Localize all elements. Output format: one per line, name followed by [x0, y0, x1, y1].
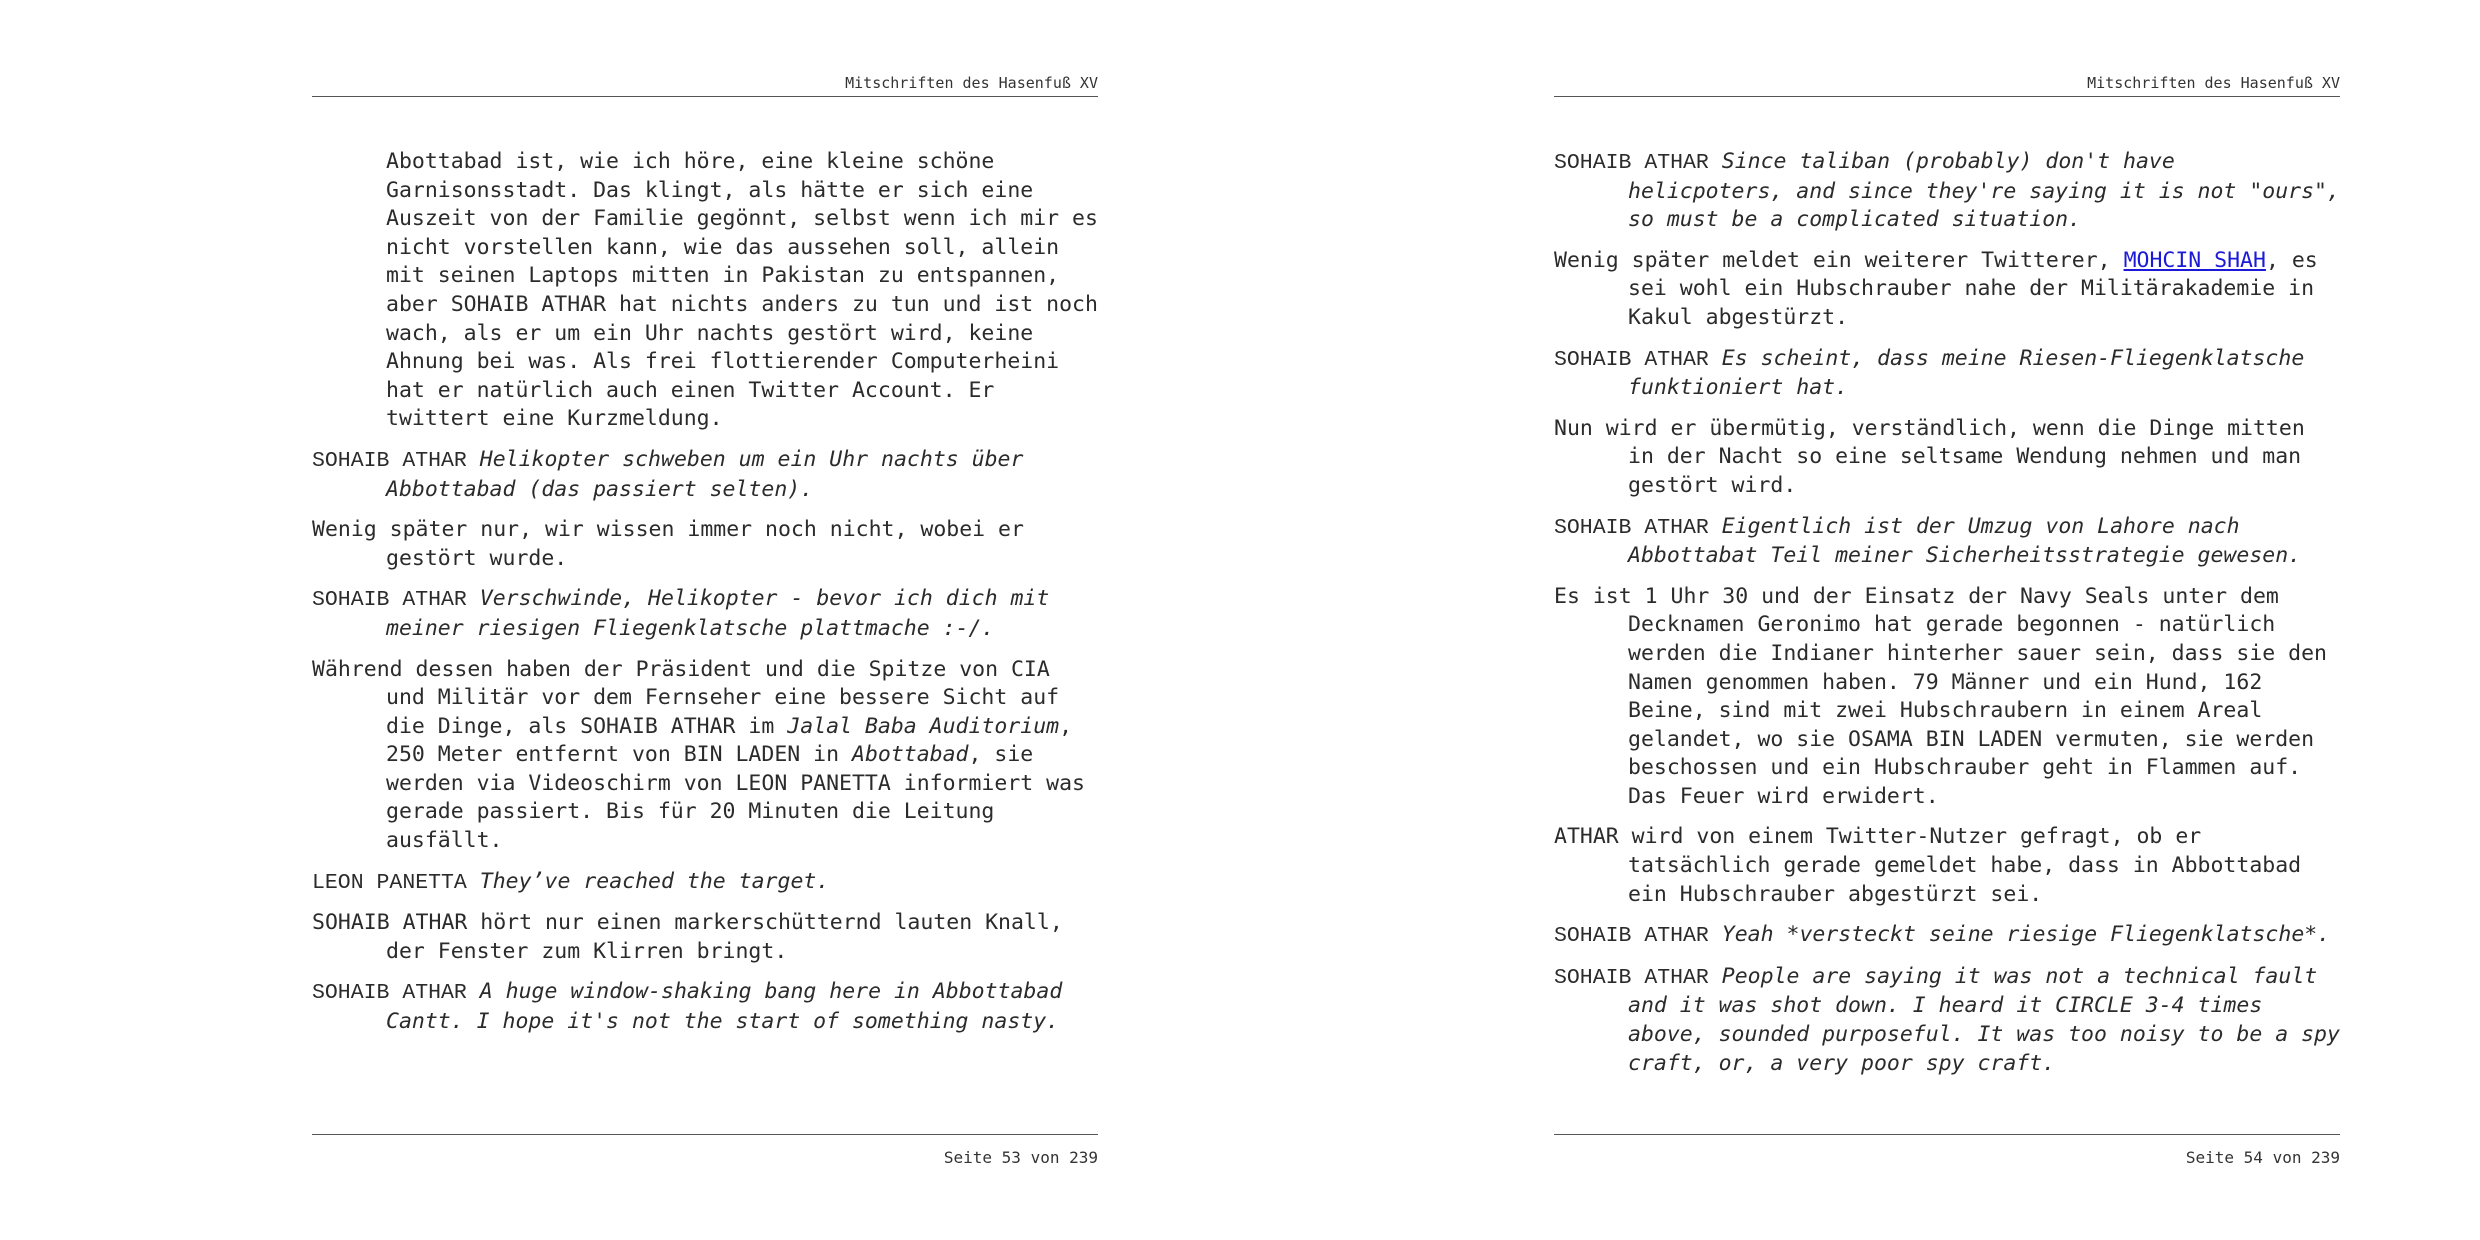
paragraph-text: , sie werden via Videoschirm von LEON PANETTA informiert was gerade passiert. Bis für 20 Minuten die Leitung ausfällt.: [386, 742, 1085, 854]
dialogue-paragraph: [1554, 345, 2340, 403]
paragraph-text: Wenig später meldet ein weiterer Twitterer,: [1554, 247, 2111, 273]
paragraph-text: , es sei wohl ein Hubschrauber nahe der Militärakademie in Kakul abgestürzt.: [1628, 247, 2318, 330]
page-number: Seite 53 von 239: [943, 1148, 1098, 1167]
paragraph-text: , 250 Meter entfernt von BIN LADEN in: [386, 713, 1073, 768]
speaker-name: SOHAIB ATHAR: [1554, 924, 1709, 949]
dialogue-paragraph: [1554, 963, 2340, 1078]
speaker-name: SOHAIB ATHAR: [312, 981, 467, 1006]
speaker-name: SOHAIB ATHAR: [1554, 515, 1709, 540]
place-name: Abottabad: [852, 742, 969, 768]
running-head: Mitschriften des Hasenfuß XV: [2087, 74, 2340, 92]
speech-text: Eigentlich ist der Umzug von Lahore nach Abbottabat Teil meiner Sicherheitsstrategie gewesen.: [1628, 513, 2302, 569]
paragraph: [312, 909, 1098, 966]
paragraph-text: Wenig später nur, wir wissen immer noch nicht, wobei er gestört wurde.: [312, 517, 1024, 571]
left-page: [312, 0, 1098, 1240]
paragraph-text: SOHAIB ATHAR hört nur einen markerschütternd lauten Knall, der Fenster zum Klirren bringt.: [312, 910, 1063, 964]
paragraph: [312, 148, 1098, 434]
paragraph: [1554, 583, 2340, 812]
speech-text: They’ve reached the target.: [479, 868, 830, 894]
footer-rule: [312, 1134, 1098, 1135]
speaker-name: SOHAIB ATHAR: [312, 588, 467, 613]
speech-text: People are saying it was not a technical fault and it was shot down. I heard it CIRCLE 3-4 times above, sounded purposeful. It was too noisy to be a spy craft, or, a very poor spy craft.: [1628, 963, 2340, 1076]
page-body: [1554, 148, 2340, 1090]
speech-text: Helikopter schweben um ein Uhr nachts über Abbottabad (das passiert selten).: [386, 446, 1024, 502]
speech-text: Yeah *versteckt seine riesige Fliegenklatsche*.: [1721, 922, 2331, 948]
paragraph-text: Abottabad ist, wie ich höre, eine kleine schöne Garnisonsstadt. Das klingt, als hätte er sich eine Auszeit von der Familie gegönnt, selbst wenn ich mir es nicht vorstellen kann, wie das aussehen soll, allein mit seinen Laptops mitten in Pakistan zu entspannen, aber SOHAIB ATHAR hat nichts anders zu tun und ist noch wach, als er um ein Uhr nachts gestört wird, keine Ahnung bei was. Als frei flottierender Computerheini hat er natürlich auch einen Twitter Account. Er twittert eine Kurzmeldung.: [386, 149, 1098, 432]
dialogue-paragraph: [1554, 148, 2340, 235]
dialogue-paragraph: [312, 978, 1098, 1036]
paragraph: [312, 516, 1098, 573]
page-body: [312, 148, 1098, 1049]
speaker-name: LEON PANETTA: [312, 870, 467, 895]
header-rule: [312, 96, 1098, 97]
paragraph-text: Es ist 1 Uhr 30 und der Einsatz der Navy Seals unter dem Decknamen Geronimo hat gerade begonnen - natürlich werden die Indianer hinterher sauer sein, dass sie den Namen genommen haben. 79 Männer und ein Hund, 162 Beine, sind mit zwei Hubschraubern in einem Areal gelandet, wo sie OSAMA BIN LADEN vermuten, sie werden beschossen und ein Hubschrauber geht in Flammen auf. Das Feuer wird erwidert.: [1554, 583, 2327, 809]
right-page: [1554, 0, 2340, 1240]
dialogue-paragraph: [1554, 921, 2340, 951]
paragraph: [1554, 247, 2340, 333]
twitter-user-link[interactable]: MOHCIN SHAH: [2123, 247, 2266, 273]
speech-text: Since taliban (probably) don't have helicpoters, and since they're saying it is not "ours", so must be a complicated situation.: [1628, 149, 2340, 233]
place-name: Jalal Baba Auditorium: [787, 713, 1060, 739]
speaker-name: SOHAIB ATHAR: [1554, 151, 1709, 175]
paragraph: [1554, 415, 2340, 501]
paragraph-text: Nun wird er übermütig, verständlich, wenn die Dinge mitten in der Nacht so eine seltsame Wendung nehmen und man gestört wird.: [1554, 415, 2305, 498]
dialogue-paragraph: [1554, 513, 2340, 571]
speaker-name: SOHAIB ATHAR: [312, 448, 467, 473]
running-head: Mitschriften des Hasenfuß XV: [845, 74, 1098, 92]
page-number: Seite 54 von 239: [2185, 1148, 2340, 1167]
paragraph: [312, 656, 1098, 856]
speech-text: A huge window-shaking bang here in Abbottabad Cantt. I hope it's not the start of something nasty.: [386, 979, 1063, 1035]
paragraph-text: ATHAR wird von einem Twitter-Nutzer gefragt, ob er tatsächlich gerade gemeldet habe, dass in Abbottabad ein Hubschrauber abgestürzt sei.: [1554, 824, 2302, 907]
speech-text: Verschwinde, Helikopter - bevor ich dich mit meiner riesigen Fliegenklatsche plattmache :-/.: [386, 586, 1050, 641]
dialogue-paragraph: [312, 868, 1098, 898]
footer-rule: [1554, 1134, 2340, 1135]
paragraph: [1554, 823, 2340, 909]
header-rule: [1554, 96, 2340, 97]
dialogue-paragraph: [312, 446, 1098, 504]
dialogue-paragraph: [312, 585, 1098, 643]
speaker-name: SOHAIB ATHAR: [1554, 965, 1709, 990]
speech-text: Es scheint, dass meine Riesen-Fliegenklatsche funktioniert hat.: [1628, 345, 2305, 401]
speaker-name: SOHAIB ATHAR: [1554, 347, 1709, 372]
paragraph-text: Während dessen haben der Präsident und die Spitze von CIA und Militär vor dem Fernseher eine bessere Sicht auf die Dinge, als SOHAIB ATHAR im: [312, 656, 1060, 739]
